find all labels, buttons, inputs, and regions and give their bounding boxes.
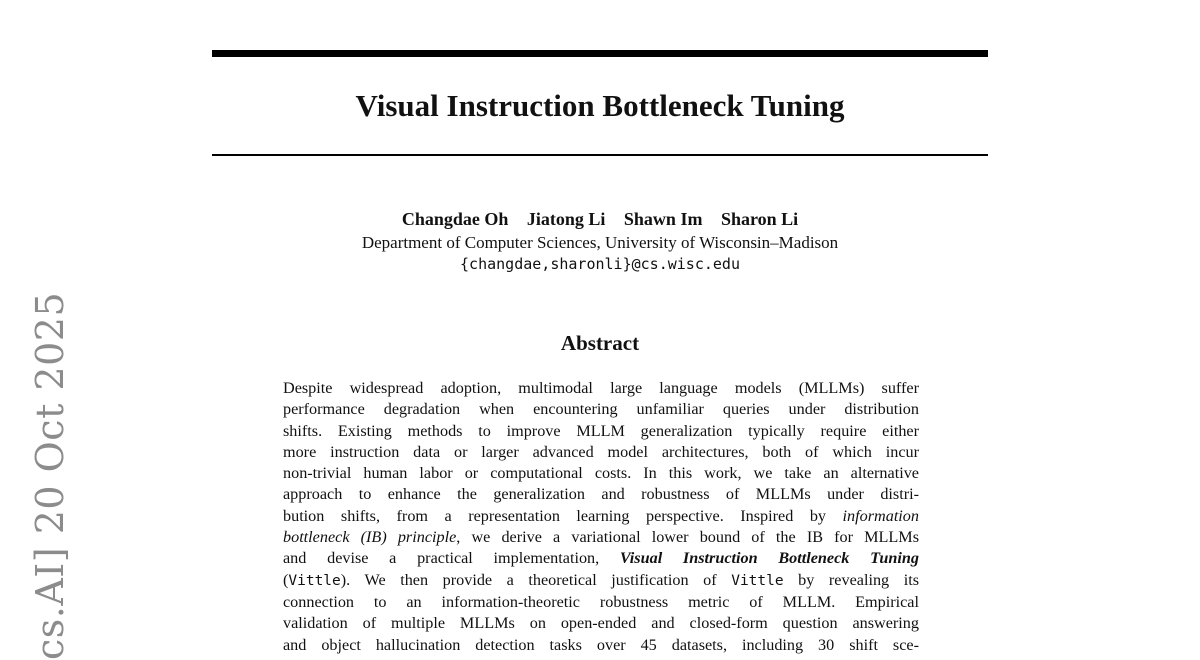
- method-acronym: Vittle: [288, 572, 341, 589]
- abstract-line: and object hallucination detection tasks over 45 datasets, including 30 shift sce-: [283, 635, 919, 654]
- abstract-line: Despite widespread adoption, multimodal large language models (MLLMs) suffer: [283, 379, 919, 397]
- abstract-text: (: [283, 570, 289, 589]
- author-name: Jiatong Li: [526, 209, 606, 229]
- abstract-line: shifts. Existing methods to improve MLLM generalization typically require either: [283, 421, 919, 440]
- author-list: [212, 208, 988, 230]
- method-acronym: Vittle: [731, 572, 784, 589]
- abstract-line: non-trivial human labor or computational costs. In this work, we take an alternative: [283, 464, 919, 483]
- method-name: Visual Instruction Bottleneck Tuning: [619, 549, 919, 568]
- author-name: Changdae Oh: [401, 209, 509, 229]
- abstract-body: [283, 378, 919, 656]
- abstract-text: bution shifts, from a representation learning perspective. Inspired by: [283, 506, 843, 525]
- paper-title: Visual Instruction Bottleneck Tuning: [355, 88, 845, 123]
- title-rule: [212, 154, 988, 156]
- abstract-line: [283, 506, 919, 527]
- abstract-line: [283, 548, 919, 569]
- abstract-heading: Abstract: [560, 331, 640, 355]
- abstract-text: , we derive a variational lower bound of the IB for MLLMs: [456, 528, 919, 547]
- abstract-emphasis: information: [842, 506, 919, 525]
- abstract-line: validation of multiple MLLMs on open-ended and closed-form question answering: [283, 614, 919, 633]
- abstract-text: and devise a practical implementation,: [283, 549, 620, 568]
- abstract-emphasis: bottleneck (IB) principle: [283, 528, 457, 547]
- abstract-line: [283, 570, 919, 592]
- affiliation: Department of Computer Sciences, University of Wisconsin–Madison: [361, 233, 839, 252]
- author-name: Shawn Im: [623, 209, 703, 229]
- abstract-text: ). We then provide a theoretical justification of: [340, 570, 732, 589]
- abstract-line: connection to an information-theoretic robustness metric of MLLM. Empirical: [283, 592, 919, 611]
- abstract-text: by revealing its: [783, 570, 919, 589]
- abstract-line: approach to enhance the generalization and robustness of MLLMs under distri-: [283, 485, 919, 504]
- abstract-line: more instruction data or larger advanced model architectures, both of which incur: [283, 442, 919, 461]
- top-rule: [212, 50, 988, 57]
- author-name: Sharon Li: [720, 209, 799, 229]
- abstract-line: [283, 527, 919, 548]
- abstract-line: performance degradation when encountering unfamiliar queries under distribution: [283, 400, 919, 419]
- arxiv-stamp: cs.AI] 20 Oct 2025: [28, 291, 72, 660]
- author-email: {changdae,sharonli}@cs.wisc.edu: [460, 255, 740, 273]
